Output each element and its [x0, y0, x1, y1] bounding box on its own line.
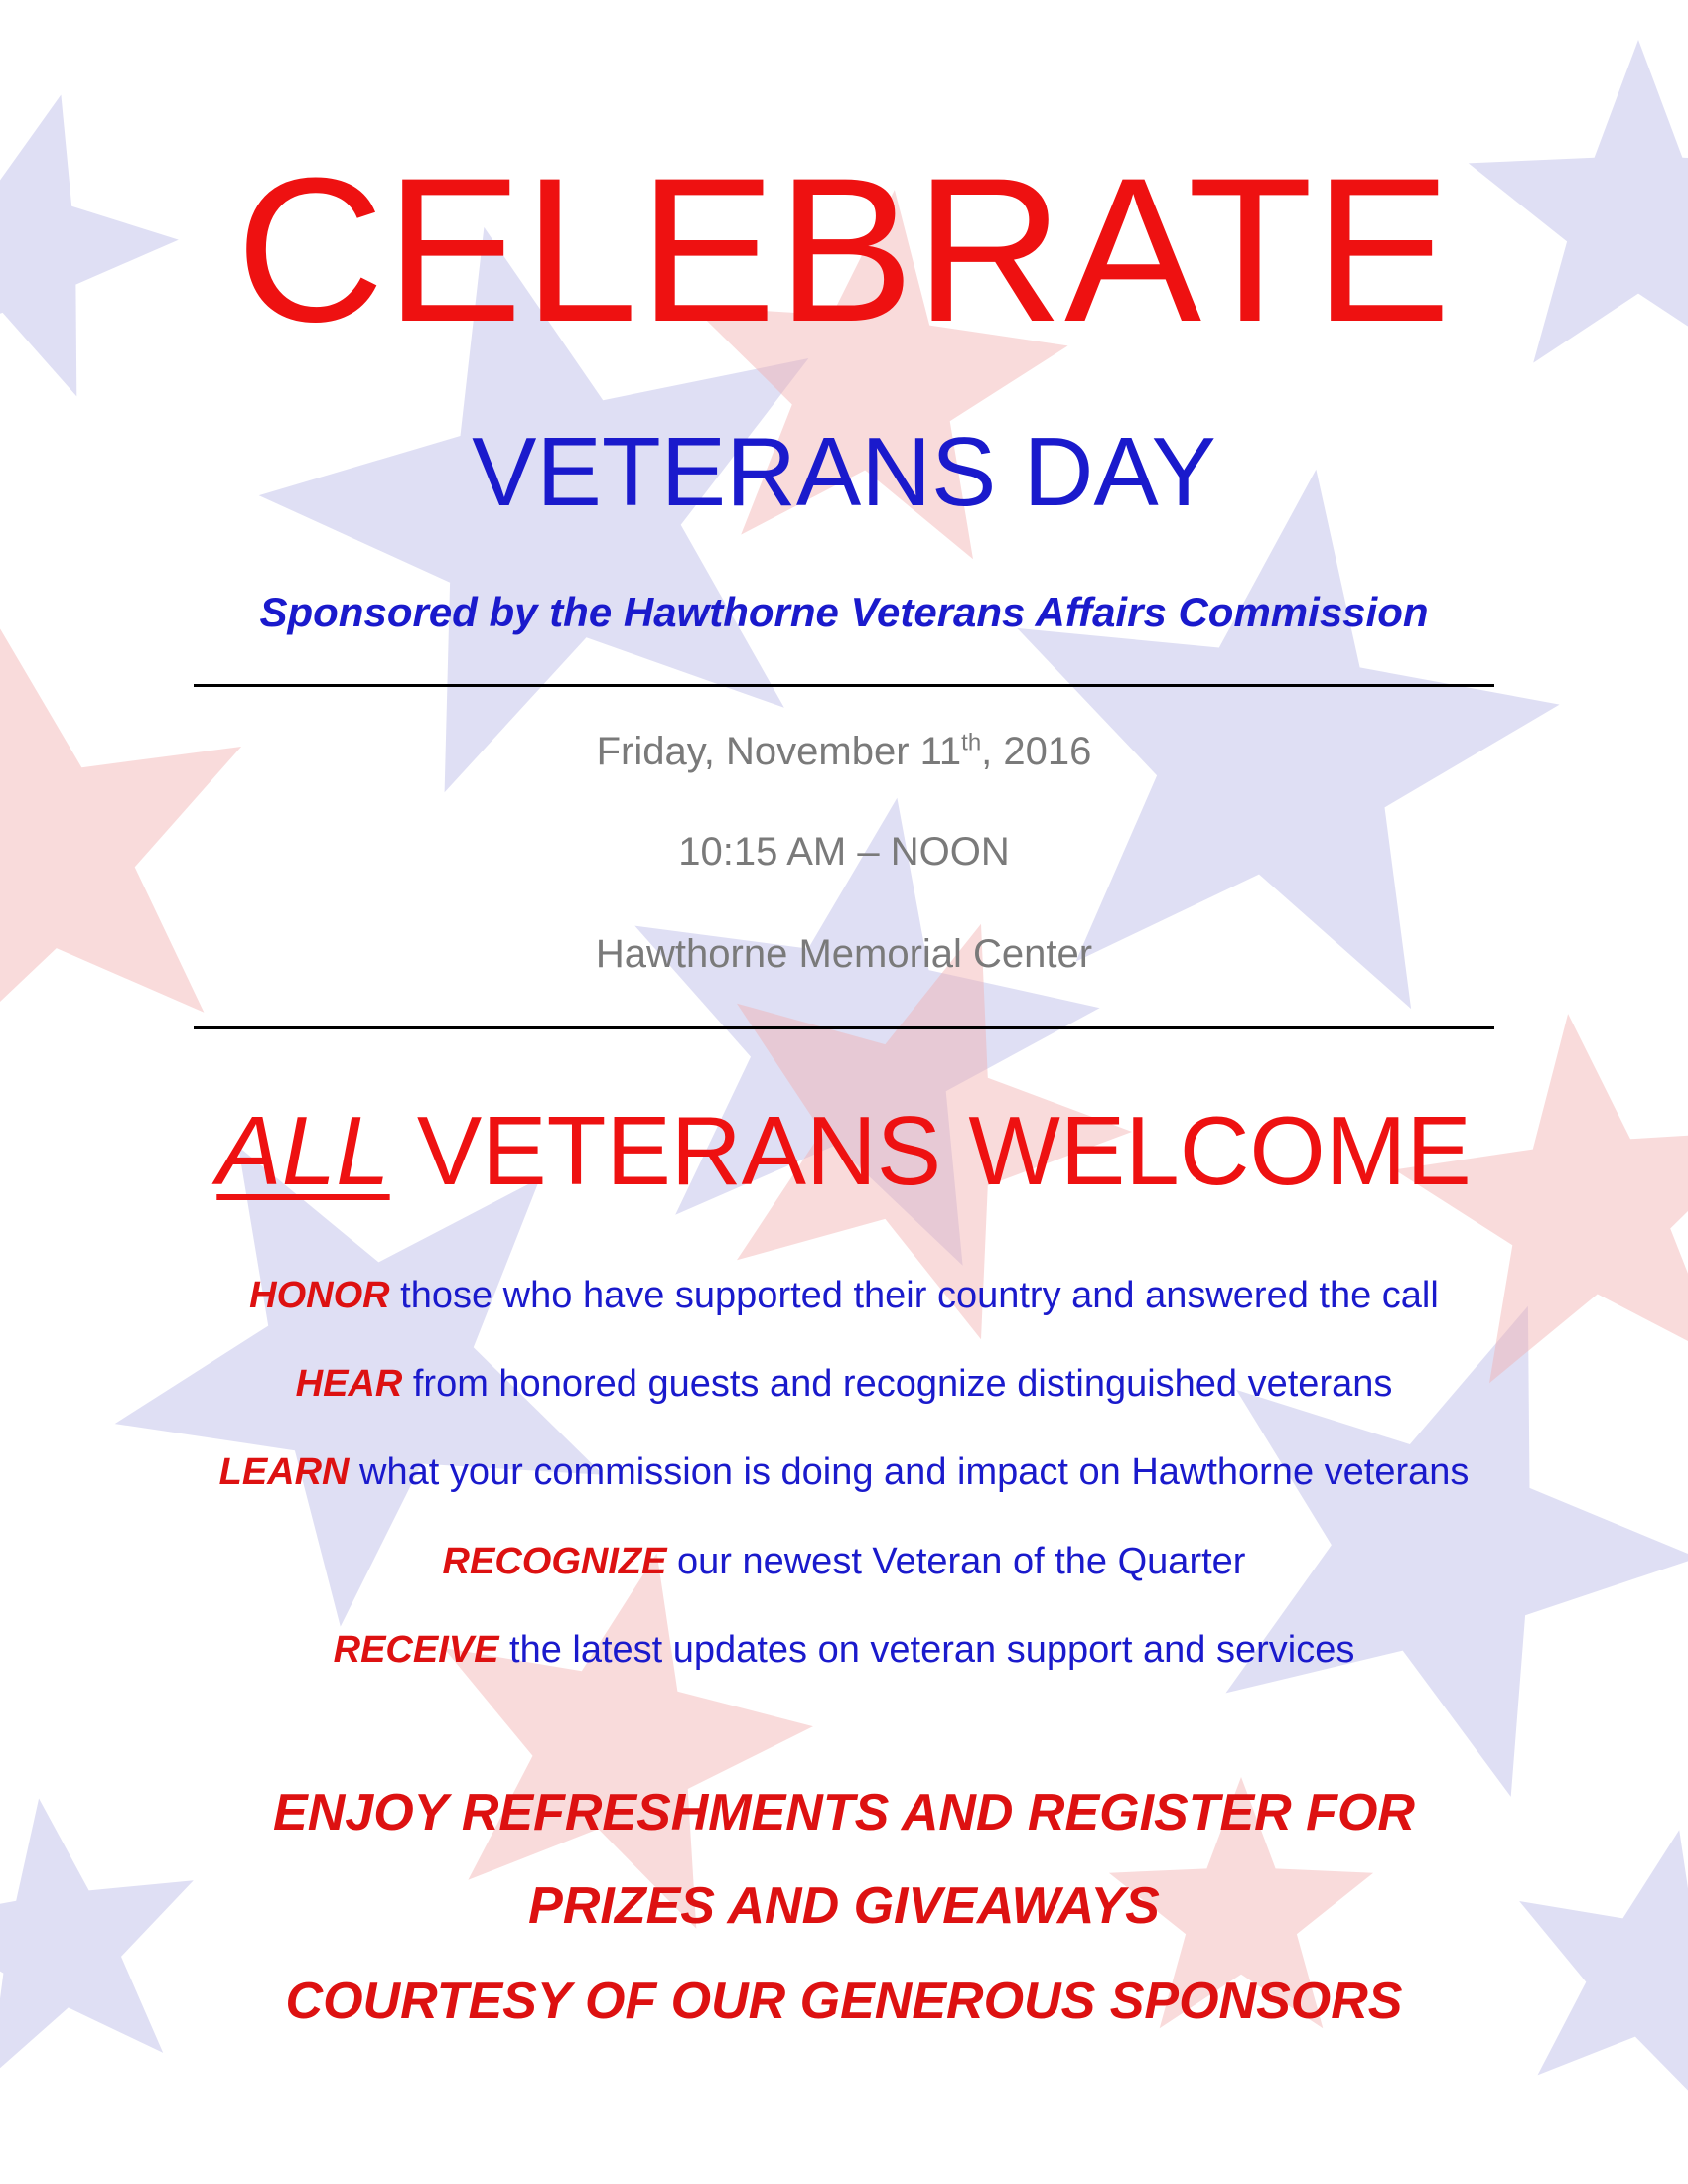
- activity-line: [0, 1365, 1688, 1403]
- flyer-title: CELEBRATE: [235, 135, 1453, 364]
- activity-keyword: RECOGNIZE: [442, 1541, 667, 1582]
- activity-keyword: RECEIVE: [333, 1629, 499, 1671]
- activity-text: our newest Veteran of the Quarter: [666, 1541, 1246, 1582]
- activity-text: the latest updates on veteran support and services: [498, 1629, 1355, 1671]
- closing-line: COURTESY OF OUR GENEROUS SPONSORS: [285, 1973, 1403, 2030]
- closing-line: ENJOY REFRESHMENTS AND REGISTER FOR: [273, 1784, 1415, 1842]
- event-venue: Hawthorne Memorial Center: [595, 932, 1093, 976]
- activity-line: [0, 1631, 1688, 1669]
- flyer-subtitle: VETERANS DAY: [472, 417, 1216, 526]
- activity-text: what your commission is doing and impact on Hawthorne veterans: [349, 1451, 1470, 1493]
- activity-line: [0, 1453, 1688, 1491]
- event-date-year: , 2016: [981, 730, 1092, 773]
- activity-line: [0, 1277, 1688, 1314]
- activity-line: [0, 1543, 1688, 1580]
- activity-text: those who have supported their country and answered the call: [389, 1275, 1439, 1316]
- top-divider: [194, 684, 1494, 687]
- sponsor-line: Sponsored by the Hawthorne Veterans Affairs Commission: [259, 589, 1429, 635]
- activity-text: from honored guests and recognize distinguished veterans: [402, 1363, 1393, 1405]
- activity-keyword: HEAR: [295, 1363, 403, 1405]
- closing-line: PRIZES AND GIVEAWAYS: [528, 1877, 1160, 1935]
- welcome-rest: VETERANS WELCOME: [389, 1096, 1472, 1205]
- bottom-divider: [194, 1026, 1494, 1029]
- welcome-emphasis: ALL: [216, 1096, 390, 1205]
- event-date-main: Friday, November 11: [596, 730, 962, 773]
- activity-keyword: LEARN: [218, 1451, 350, 1493]
- activity-keyword: HONOR: [249, 1275, 390, 1316]
- welcome-heading: [0, 1096, 1688, 1205]
- event-date-suffix: th: [961, 729, 982, 756]
- event-time: 10:15 AM – NOON: [678, 830, 1010, 874]
- event-date: [0, 729, 1688, 773]
